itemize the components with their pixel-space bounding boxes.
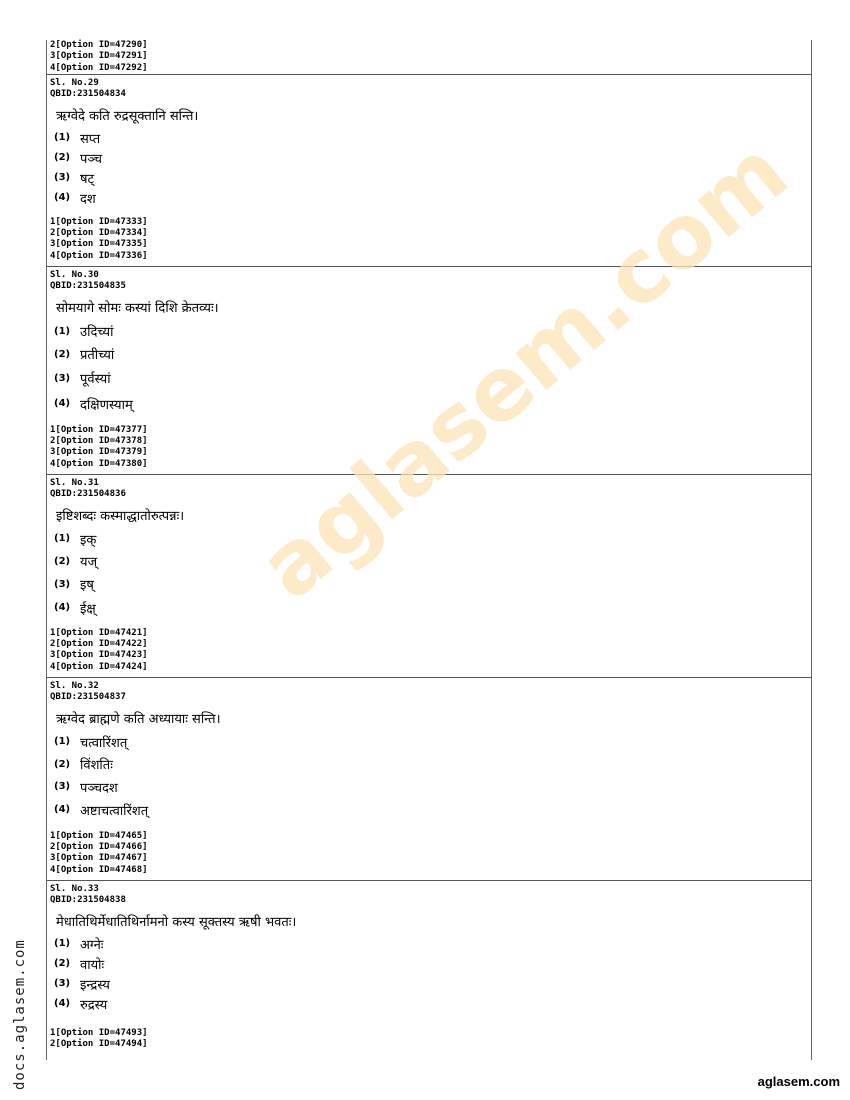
option-ids — [47, 425, 148, 470]
option-number: (4) — [54, 192, 71, 204]
option-text: इक् — [80, 532, 97, 548]
option-text: षट् — [80, 171, 95, 187]
option-id-line: 2[Option ID=47494] — [50, 1039, 148, 1050]
option-id-line: 4[Option ID=47336] — [50, 250, 148, 261]
question-text: इष्टिशब्दः कस्माद्धातोरुत्पन्नः। — [56, 508, 185, 524]
watermark: aglasem.com — [240, 119, 807, 619]
footer-brand: aglasem.com — [757, 1074, 840, 1089]
option-id-line: 2[Option ID=47334] — [50, 228, 148, 238]
option-id-line: 3[Option ID=47467] — [50, 853, 148, 864]
option-id-line: 1[Option ID=47493] — [50, 1027, 148, 1038]
qbid: QBID:231504836 — [50, 488, 126, 499]
option-2 — [54, 550, 811, 573]
option-text: ईक्ष् — [80, 601, 96, 617]
option-number: (1) — [54, 325, 71, 337]
qbid: QBID:231504838 — [50, 894, 126, 905]
option-text: पूर्वस्यां — [80, 372, 111, 388]
option-ids — [50, 1028, 811, 1051]
qbid: QBID:231504834 — [50, 88, 126, 99]
option-id-line: 2[Option ID=47378] — [50, 436, 148, 446]
option-text: दश — [80, 191, 96, 207]
option-id-line: 1[Option ID=47377] — [50, 424, 148, 435]
side-url: docs.aglasem.com — [12, 939, 28, 1090]
option-text: अष्टाचत्वारिंशत् — [80, 803, 149, 819]
option-id-line: 1[Option ID=47465] — [50, 830, 148, 841]
question-block-33 — [47, 880, 811, 1054]
option-text: दक्षिणस्याम् — [80, 397, 133, 413]
option-ids — [47, 831, 148, 876]
option-text: वायोः — [80, 957, 105, 973]
serial-number: Sl. No.31 — [50, 477, 99, 488]
serial-number: Sl. No.33 — [50, 883, 99, 894]
option-id-line: 4[Option ID=47380] — [50, 458, 148, 469]
option-text: यज् — [80, 555, 98, 571]
option-number: (4) — [54, 998, 71, 1010]
option-1 — [54, 128, 811, 148]
option-number: (1) — [54, 533, 71, 545]
option-id-line: 2[Option ID=47422] — [50, 639, 148, 649]
option-id-line: 2[Option ID=47466] — [50, 842, 148, 852]
option-number: (3) — [54, 978, 71, 990]
option-ids — [47, 217, 148, 262]
option-text: पञ्च — [80, 151, 102, 167]
serial-number: Sl. No.32 — [50, 680, 99, 691]
option-id-line: 3[Option ID=47423] — [50, 650, 148, 661]
option-number: (2) — [54, 758, 71, 770]
serial-number: Sl. No.30 — [50, 269, 99, 280]
option-id-line: 1[Option ID=47421] — [50, 627, 148, 638]
option-id-line: 4[Option ID=47424] — [50, 661, 148, 672]
option-id-line: 3[Option ID=47379] — [50, 447, 148, 458]
option-id-line: 3[Option ID=47335] — [50, 239, 148, 250]
option-id-line: 4[Option ID=47292] — [50, 62, 148, 73]
option-1 — [54, 934, 811, 954]
option-number: (3) — [54, 781, 71, 793]
option-2 — [54, 343, 811, 366]
option-number: (4) — [54, 804, 71, 816]
option-number: (1) — [54, 736, 71, 748]
qbid: QBID:231504835 — [50, 280, 126, 291]
option-number: (1) — [54, 938, 71, 950]
qbid: QBID:231504837 — [50, 691, 126, 702]
option-text: पञ्चदश — [80, 780, 118, 796]
option-number: (2) — [54, 555, 71, 567]
option-number: (3) — [54, 172, 71, 184]
option-1 — [54, 731, 811, 753]
option-text: विंशतिः — [80, 758, 113, 774]
option-text: अग्नेः — [80, 937, 104, 953]
question-text: मेधातिथिर्मेधातिथिर्नामनो कस्य सूक्तस्य ऋषी भवतः। — [56, 914, 297, 930]
option-2 — [54, 753, 811, 776]
option-1 — [54, 320, 811, 343]
option-4 — [54, 798, 811, 822]
option-text: इन्द्रस्य — [80, 977, 110, 993]
option-4 — [54, 596, 811, 620]
option-4 — [54, 994, 811, 1014]
option-number: (2) — [54, 958, 71, 970]
option-text: प्रतीच्यां — [80, 348, 115, 364]
previous-option-ids — [47, 40, 811, 74]
option-number: (4) — [54, 602, 71, 614]
option-text: चत्वारिंशत् — [80, 735, 128, 751]
option-id-line: 4[Option ID=47468] — [50, 864, 148, 875]
question-block-32 — [47, 677, 811, 880]
option-id-line: 1[Option ID=47333] — [50, 216, 148, 227]
option-1 — [54, 528, 811, 550]
option-text: इष् — [80, 578, 94, 594]
option-number: (4) — [54, 398, 71, 410]
question-text: ऋग्वेदे कति रुद्रसूक्तानि सन्ति। — [56, 108, 199, 124]
option-3 — [54, 776, 811, 798]
question-text: ऋग्वेद ब्राह्मणे कति अध्यायाः सन्ति। — [56, 711, 221, 727]
option-3 — [54, 573, 811, 596]
option-2 — [54, 954, 811, 974]
option-text: रुद्रस्य — [80, 997, 108, 1013]
serial-number: Sl. No.29 — [50, 77, 99, 88]
option-3 — [54, 974, 811, 994]
option-number: (3) — [54, 578, 71, 590]
option-number: (2) — [54, 348, 71, 360]
option-number: (3) — [54, 372, 71, 384]
option-number: (2) — [54, 152, 71, 164]
option-id-line: 2[Option ID=47290] — [50, 40, 148, 50]
question-text: सोमयागे सोमः कस्यां दिशि क्रेतव्यः। — [56, 300, 219, 316]
option-text: उदिच्यां — [80, 325, 114, 341]
option-id-line: 3[Option ID=47291] — [50, 51, 148, 62]
option-text: सप्त — [80, 131, 101, 147]
option-ids — [47, 628, 148, 673]
option-number: (1) — [54, 132, 71, 144]
